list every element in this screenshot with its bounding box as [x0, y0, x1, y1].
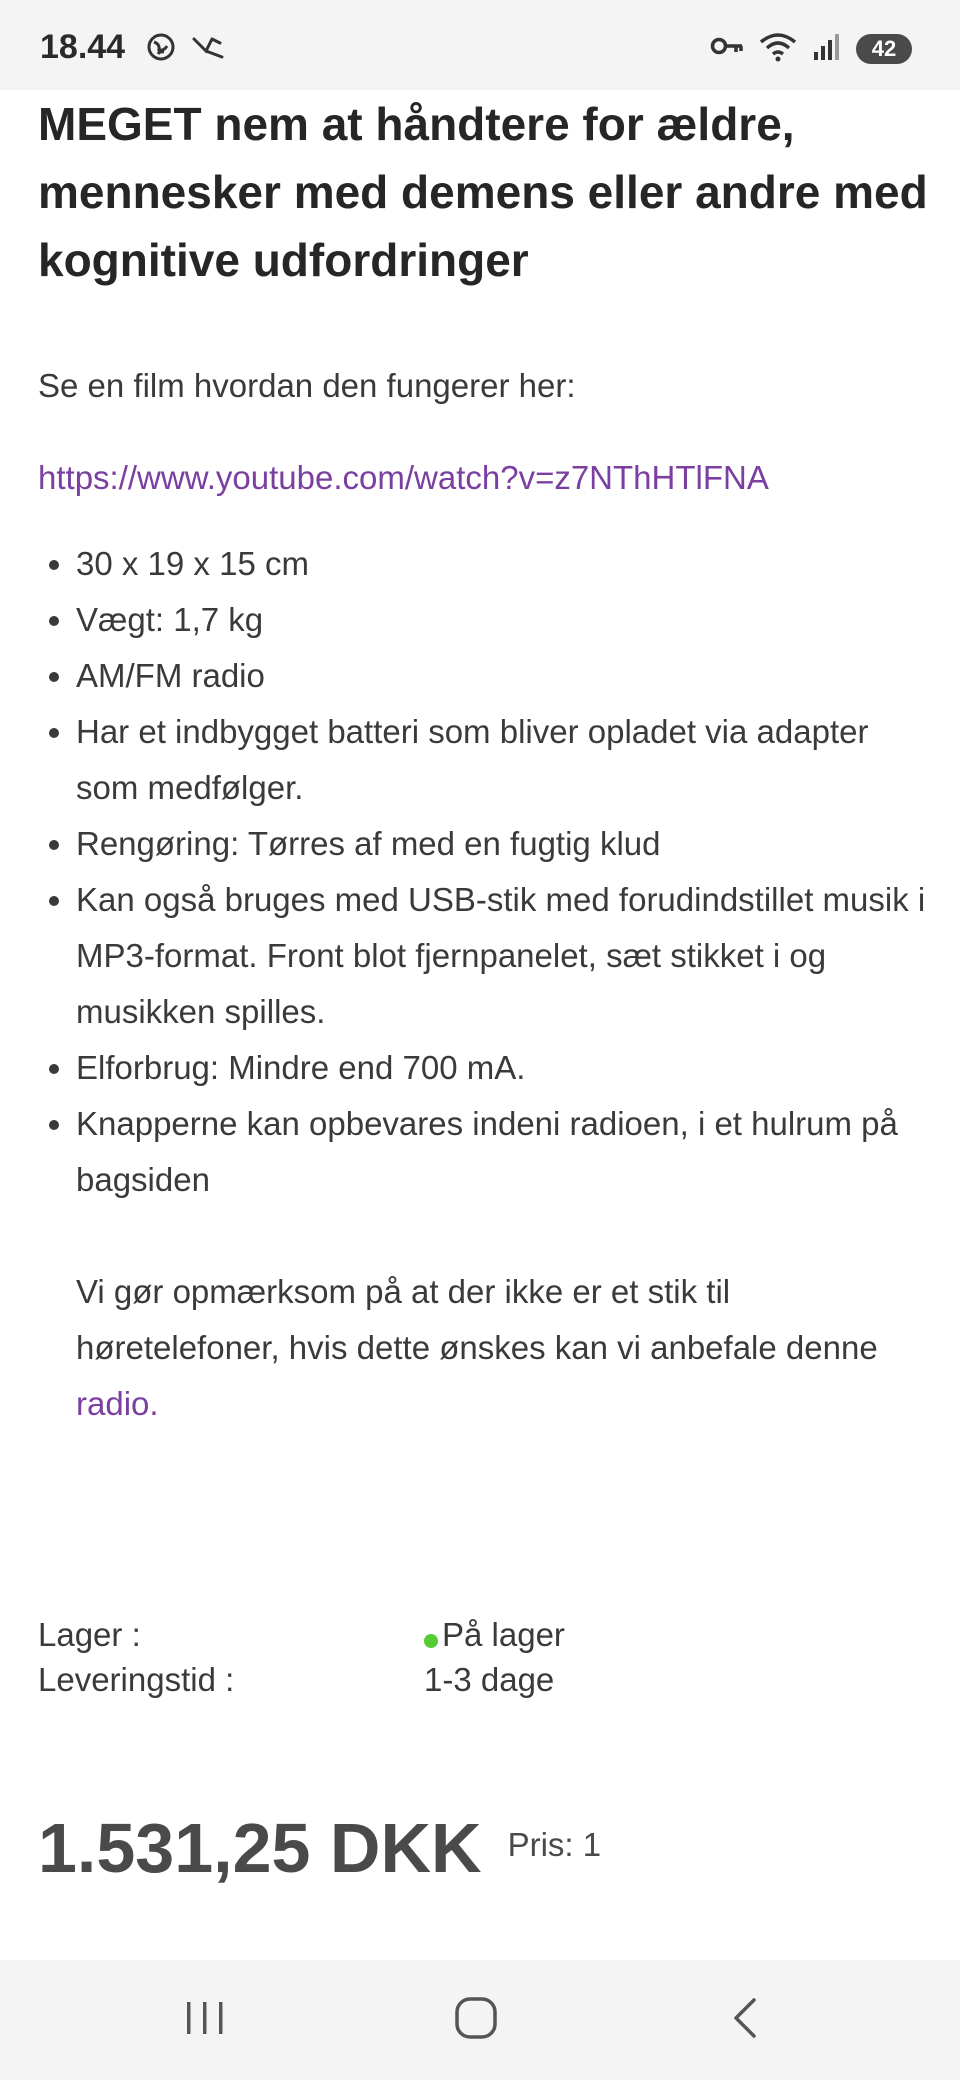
- product-price: 1.531,25 DKK: [38, 1809, 482, 1887]
- stock-info: [38, 1612, 565, 1702]
- home-button[interactable]: [436, 1990, 516, 2050]
- stock-label: Lager :: [38, 1616, 141, 1653]
- youtube-video-link[interactable]: https://www.youtube.com/watch?v=z7NThHTlFNA: [38, 459, 769, 496]
- delivery-row: [38, 1657, 565, 1702]
- delivery-label: Leveringstid :: [38, 1661, 235, 1698]
- product-headline: MEGET nem at håndtere for ældre, mennesker med demens eller andre med kognitive udfordringer: [38, 98, 928, 286]
- globe-icon: [146, 32, 176, 67]
- system-nav-bar: [0, 1960, 960, 2080]
- spec-list: [38, 536, 928, 1208]
- status-left-icons: [146, 32, 224, 67]
- spec-item: • 30 x 19 x 15 cm: [76, 536, 928, 592]
- home-icon: [454, 1996, 498, 2045]
- spec-item: • Elforbrug: Mindre end 700 mA.: [76, 1040, 928, 1096]
- spec-item: • Har et indbygget batteri som bliver opladet via adapter som medfølger.: [76, 704, 928, 816]
- stock-value: På lager: [442, 1616, 565, 1653]
- status-time: 18.44: [40, 28, 126, 66]
- recents-button[interactable]: [165, 1990, 245, 2050]
- delivery-value: 1-3 dage: [424, 1661, 555, 1698]
- spec-item: • Knapperne kan opbevares indeni radioen, i et hulrum på bagsiden: [76, 1096, 928, 1208]
- headphone-notice: [76, 1264, 928, 1432]
- spec-item: • Kan også bruges med USB-stik med forudindstillet musik i MP3-format. Front blot fjernpanelet, sæt stikket i og musikken spilles.: [76, 872, 928, 1040]
- price-row: [38, 1808, 601, 1888]
- spec-item: • Rengøring: Tørres af med en fugtig klud: [76, 816, 928, 872]
- spec-item: • Vægt: 1,7 kg: [76, 592, 928, 648]
- in-stock-dot-icon: [424, 1634, 438, 1648]
- key-icon: [710, 35, 744, 62]
- radio-link[interactable]: radio.: [76, 1385, 159, 1422]
- battery-indicator: 42: [856, 34, 912, 64]
- spec-item: • AM/FM radio: [76, 648, 928, 704]
- video-intro-text: Se en film hvordan den fungerer her:: [38, 367, 576, 404]
- status-bar: [0, 0, 960, 90]
- stock-value-wrap: [424, 1612, 565, 1657]
- back-button[interactable]: [705, 1990, 785, 2050]
- product-description: [38, 90, 928, 1432]
- back-icon: [730, 1996, 760, 2045]
- status-right-icons: [710, 30, 912, 67]
- wifi-icon: [758, 30, 798, 67]
- bird-icon: [192, 33, 224, 66]
- recents-icon: [183, 1998, 227, 2043]
- price-quantity: Pris: 1: [507, 1826, 602, 1863]
- signal-icon: [812, 32, 842, 65]
- notice-text: Vi gør opmærksom på at der ikke er et stik til høretelefoner, hvis dette ønskes kan vi anbefale denne: [76, 1273, 878, 1366]
- stock-row: [38, 1612, 565, 1657]
